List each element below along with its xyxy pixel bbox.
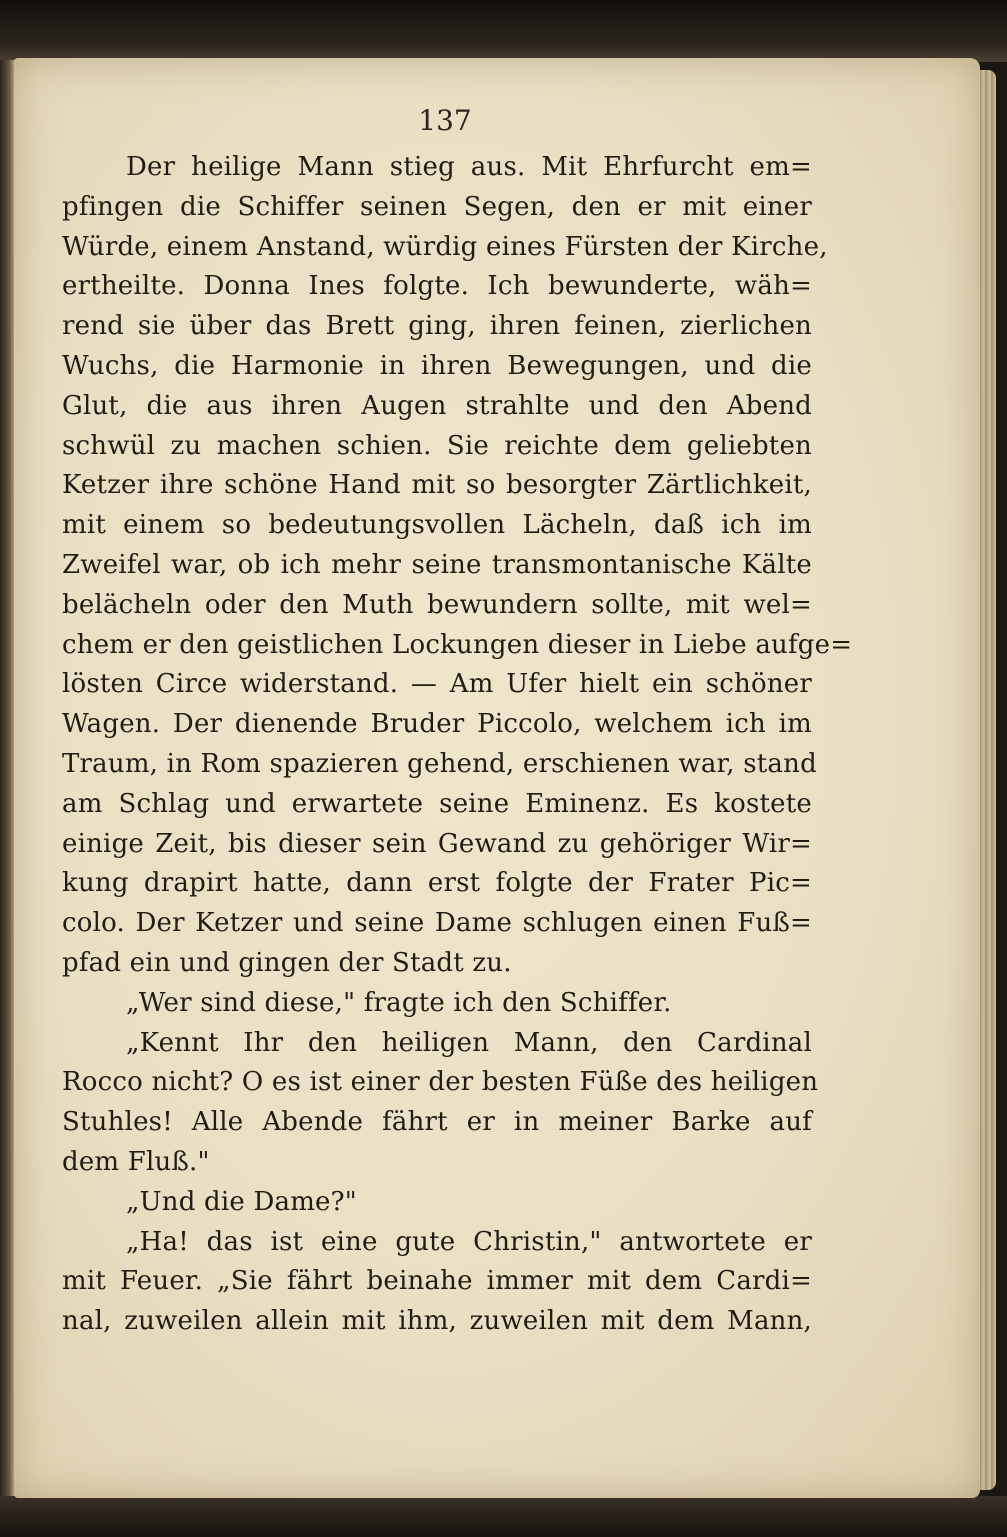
text-line: Rocco nicht? O es ist einer der besten Füße des heiligen: [62, 1067, 819, 1098]
text-line: chem er den geistlichen Lockungen dieser in Liebe aufge=: [62, 629, 853, 660]
text-line: colo. Der Ketzer und seine Dame schlugen einen Fuß=: [62, 908, 812, 939]
text-line: Der heilige Mann stieg aus. Mit Ehrfurcht em=: [126, 152, 812, 182]
text-line: Würde, einem Anstand, würdig eines Fürsten der Kirche,: [62, 231, 828, 262]
book-binding-top: [0, 0, 1007, 62]
body-text: [62, 148, 853, 1342]
text-line: belächeln oder den Muth bewundern sollte, mit wel=: [62, 589, 812, 620]
text-line: kung drapirt hatte, dann erst folgte der Frater Pic=: [62, 868, 812, 899]
text-line: einige Zeit, bis dieser sein Gewand zu gehöriger Wir=: [62, 828, 812, 859]
text-line: „Ha! das ist eine gute Christin," antwortete er: [126, 1226, 812, 1257]
page-number: 137: [418, 104, 472, 137]
text-line: pfad ein und gingen der Stadt zu.: [62, 947, 512, 978]
text-line: ertheilte. Donna Ines folgte. Ich bewunderte, wäh=: [62, 271, 812, 302]
text-line: dem Fluß.": [62, 1146, 210, 1177]
text-line: mit Feuer. „Sie fährt beinahe immer mit dem Cardi=: [62, 1266, 812, 1297]
text-line: „Und die Dame?": [126, 1186, 357, 1217]
text-line: Ketzer ihre schöne Hand mit so besorgter Zärtlichkeit,: [62, 470, 812, 501]
text-line: „Wer sind diese," fragte ich den Schiffer.: [126, 987, 672, 1018]
text-line: Stuhles! Alle Abende fährt er in meiner Barke auf: [62, 1107, 812, 1138]
text-line: nal, zuweilen allein mit ihm, zuweilen mit dem Mann,: [62, 1306, 812, 1337]
text-line: Traum, in Rom spazieren gehend, erschienen war, stand: [62, 748, 817, 779]
book-bottom-edge: [0, 1496, 1007, 1537]
text-line: rend sie über das Brett ging, ihren feinen, zierlichen: [62, 311, 812, 342]
text-line: „Kennt Ihr den heiligen Mann, den Cardinal: [126, 1027, 812, 1058]
text-line: pfingen die Schiffer seinen Segen, den er mit einer: [62, 191, 812, 222]
text-line: Zweifel war, ob ich mehr seine transmontanische Kälte: [62, 549, 812, 580]
text-line: mit einem so bedeutungsvollen Lächeln, daß ich im: [62, 510, 812, 541]
text-line: Glut, die aus ihren Augen strahlte und den Abend: [62, 390, 812, 421]
text-line: am Schlag und erwartete seine Eminenz. Es kostete: [62, 788, 812, 819]
text-line: Wagen. Der dienende Bruder Piccolo, welchem ich im: [62, 709, 812, 740]
text-line: Wuchs, die Harmonie in ihren Bewegungen, und die: [62, 350, 812, 381]
text-line: schwül zu machen schien. Sie reichte dem geliebten: [62, 430, 812, 461]
text-line: lösten Circe widerstand. — Am Ufer hielt ein schöner: [62, 669, 812, 700]
